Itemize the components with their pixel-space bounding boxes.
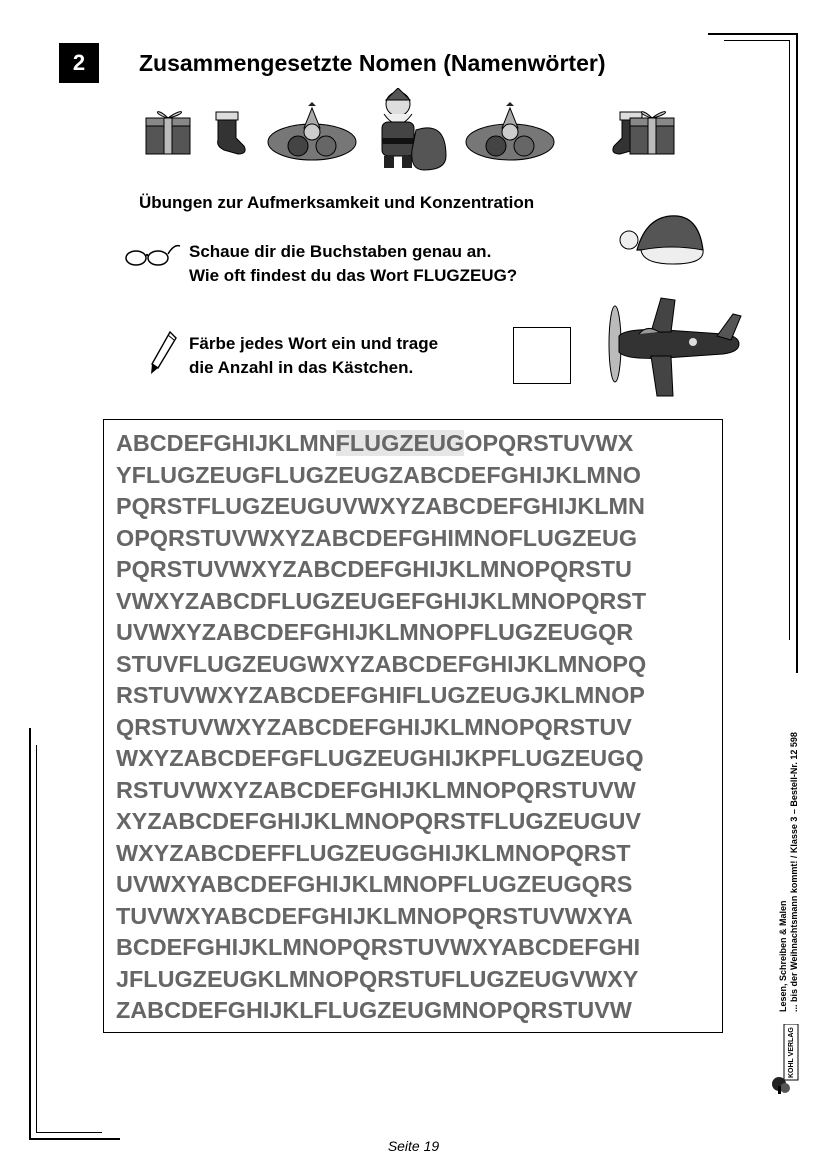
puzzle-line: TUVWXYABCDEFGHIJKLMNOPQRSTUVWXYA [116,903,633,929]
ornament-wreath-icon [268,102,356,160]
puzzle-line: ZABCDEFGHIJKLFLUGZEUGMNOPQRSTUVW [116,997,632,1023]
clipart-row [140,88,685,174]
puzzle-line-suffix: OPQRSTUVWX [464,430,634,456]
publisher-name: KOHL VERLAG [788,1027,795,1078]
letter-puzzle [103,419,723,1033]
puzzle-line: RSTUVWXYZABCDEFGHIJKLMNOPQRSTUVW [116,777,636,803]
puzzle-line-prefix: ABCDEFGHIJKLMN [116,430,336,456]
sidebar-order-info: ... bis der Weihnachtsmann kommt! / Klasse 3 – Bestell-Nr. 12 598 [789,732,799,1012]
instruction-color-line2: die Anzahl in das Kästchen. [189,358,414,377]
puzzle-line: WXYZABCDEFFLUGZEUGGHIJKLMNOPQRST [116,840,631,866]
instruction-color-line1: Färbe jedes Wort ein und trage [189,334,439,353]
puzzle-line: STUVFLUGZEUGWXYZABCDEFGHIJKLMNOPQ [116,651,647,677]
gift-icon [630,112,674,154]
puzzle-line [116,428,633,458]
puzzle-line: PQRSTUVWXYZABCDEFGHIJKLMNOPQRSTU [116,556,632,582]
section-subtitle: Übungen zur Aufmerksamkeit und Konzentration [139,193,535,212]
glasses-icon [122,240,182,268]
airplane-icon [605,296,745,398]
stocking-icon [216,112,245,154]
puzzle-line: WXYZABCDEFGFLUGZEUGHIJKPFLUGZEUGQ [116,745,644,771]
ornament-wreath-icon [466,102,554,160]
instruction-color [189,332,438,380]
answer-box[interactable] [513,327,571,384]
puzzle-line: YFLUGZEUGFLUGZEUGZABCDEFGHIJKLMNO [116,462,641,488]
puzzle-line: RSTUVWXYZABCDEFGHIFLUGZEUGJKLMNOP [116,682,645,708]
pencil-icon [148,330,178,376]
frame-top-right-v2 [789,40,790,640]
page-number: Seite 19 [387,1138,440,1154]
frame-bottom-left-v1 [29,728,31,1139]
puzzle-line: XYZABCDEFGHIJKLMNOPQRSTFLUGZEUGUV [116,808,641,834]
frame-bottom-left-v2 [36,745,37,1133]
puzzle-line: UVWXYZABCDEFGHIJKLMNOPFLUGZEUGQR [116,619,634,645]
frame-top-right-v1 [796,33,798,673]
sidebar-series-title: Lesen, Schreiben & Malen [778,900,788,1012]
exercise-number-badge: 2 [59,43,99,83]
puzzle-line: UVWXYABCDEFGHIJKLMNOPFLUGZEUGQRS [116,871,633,897]
instruction-look-line2: Wie oft findest du das Wort FLUGZEUG? [189,266,518,285]
highlighted-word: FLUGZEUG [335,430,465,456]
puzzle-line: BCDEFGHIJKLMNOPQRSTUVWXYABCDEFGHI [116,934,641,960]
gift-icon [146,112,190,154]
santa-hat-icon [617,210,707,268]
puzzle-line: OPQRSTUVWXYZABCDEFGHIMNOFLUGZEUG [116,525,638,551]
frame-top-right-h2 [724,40,790,41]
frame-top-right-h1 [708,33,797,35]
instruction-look-line1: Schaue dir die Buchstaben genau an. [189,242,492,261]
puzzle-line: QRSTUVWXYZABCDEFGHIJKLMNOPQRSTUV [116,714,632,740]
puzzle-line: VWXYZABCDFLUGZEUGEFGHIJKLMNOPQRST [116,588,647,614]
instruction-look [189,240,517,288]
page-title: Zusammengesetzte Nomen (Namenwörter) [139,50,606,76]
frame-bottom-left-h2 [36,1132,102,1133]
santa-icon [382,88,446,170]
puzzle-line: PQRSTFLUGZEUGUVWXYZABCDEFGHIJKLMN [116,493,645,519]
publisher-logo [770,1024,800,1096]
puzzle-line: JFLUGZEUGKLMNOPQRSTUFLUGZEUGVWXY [116,966,639,992]
